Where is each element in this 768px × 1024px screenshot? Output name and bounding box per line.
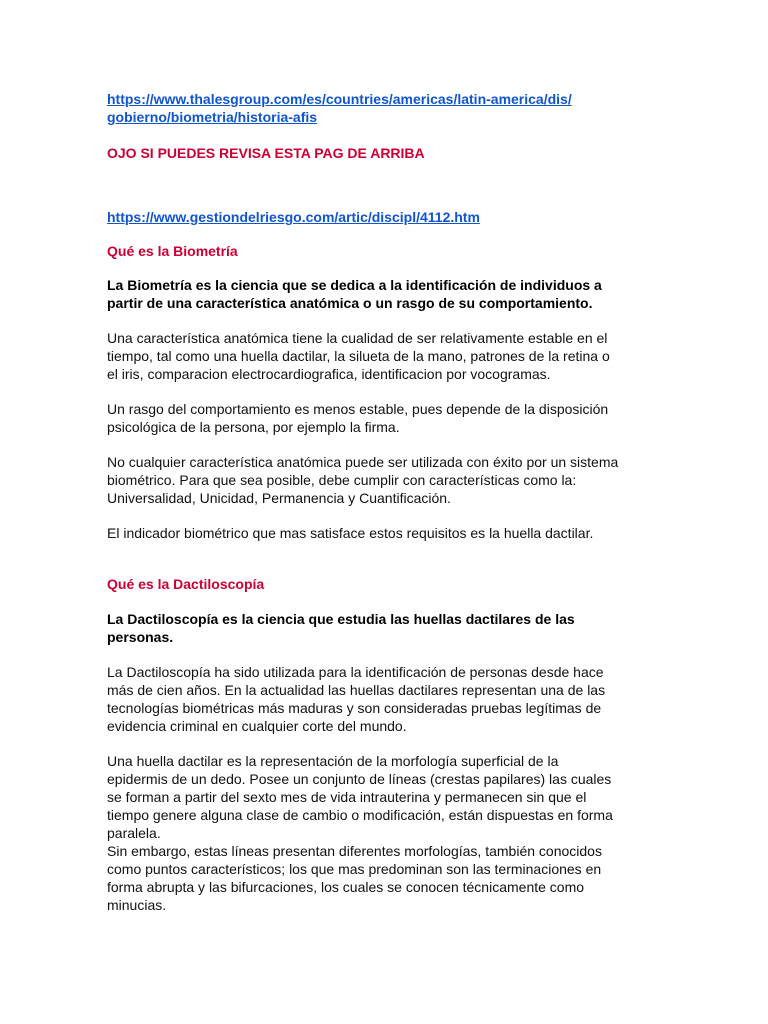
text-line: Sin embargo, estas líneas presentan diferentes morfologías, también conocidos	[107, 843, 602, 859]
biometria-paragraph-1	[107, 329, 667, 383]
text-line: paralela.	[107, 825, 161, 841]
text-line: Un rasgo del comportamiento es menos estable, pues depende de la disposición	[107, 401, 609, 417]
biometria-lead	[107, 276, 667, 312]
biometria-paragraph-2	[107, 400, 667, 436]
text-line: más de cien años. En la actualidad las huellas dactilares representan una de las	[107, 682, 606, 698]
text-line: evidencia criminal en cualquier corte del mundo.	[107, 718, 407, 734]
text-line: psicológica de la persona, por ejemplo la firma.	[107, 419, 400, 435]
text-line: tecnologías biométricas más maduras y son consideradas pruebas legítimas de	[107, 700, 602, 716]
dactiloscopia-lead	[107, 610, 667, 646]
text-line: Universalidad, Unicidad, Permanencia y Cuantificación.	[107, 490, 451, 506]
review-note: OJO SI PUEDES REVISA ESTA PAG DE ARRIBA	[107, 145, 425, 161]
text-line: personas.	[107, 629, 174, 645]
dactiloscopia-paragraph-1	[107, 663, 667, 735]
thales-link[interactable]	[107, 90, 667, 126]
text-line: tiempo genere alguna clase de cambio o modificación, están dispuestas en forma	[107, 807, 613, 823]
thales-link-line-2: gobierno/biometria/historia-afis	[107, 109, 318, 125]
text-line: forma abrupta y las bifurcaciones, los cuales se conocen técnicamente como	[107, 879, 585, 895]
gestion-link[interactable]: https://www.gestiondelriesgo.com/artic/discipl/4112.htm	[107, 209, 480, 225]
text-line: biométrico. Para que sea posible, debe cumplir con características como la:	[107, 472, 577, 488]
text-line: se forman a partir del sexto mes de vida intrauterina y permanecen sin que el	[107, 789, 587, 805]
text-line: el iris, comparacion electrocardiografica, identificacion por vocogramas.	[107, 366, 551, 382]
text-line: La Dactiloscopía es la ciencia que estudia las huellas dactilares de las	[107, 611, 575, 627]
biometria-paragraph-4	[107, 524, 667, 542]
text-line: No cualquier característica anatómica puede ser utilizada con éxito por un sistema	[107, 454, 619, 470]
biometria-paragraph-3	[107, 453, 667, 507]
dactiloscopia-heading: Qué es la Dactiloscopía	[107, 576, 265, 592]
text-line: tiempo, tal como una huella dactilar, la silueta de la mano, patrones de la retina o	[107, 348, 610, 364]
text-line: minucias.	[107, 897, 167, 913]
text-line: La Dactiloscopía ha sido utilizada para la identificación de personas desde hace	[107, 664, 604, 680]
dactiloscopia-paragraph-2	[107, 752, 667, 914]
thales-link-line-1: https://www.thalesgroup.com/es/countries/americas/latin-america/dis/	[107, 91, 572, 107]
text-line: epidermis de un dedo. Posee un conjunto de líneas (crestas papilares) las cuales	[107, 771, 612, 787]
text-line: El indicador biométrico que mas satisface estos requisitos es la huella dactilar.	[107, 525, 594, 541]
text-line: La Biometría es la ciencia que se dedica a la identificación de individuos a	[107, 277, 602, 293]
text-line: partir de una característica anatómica o un rasgo de su comportamiento.	[107, 295, 593, 311]
text-line: como puntos característicos; los que mas predominan son las terminaciones en	[107, 861, 602, 877]
biometria-heading: Qué es la Biometría	[107, 243, 238, 259]
document-page	[107, 90, 667, 914]
text-line: Una huella dactilar es la representación de la morfología superficial de la	[107, 753, 559, 769]
text-line: Una característica anatómica tiene la cualidad de ser relativamente estable en el	[107, 330, 608, 346]
